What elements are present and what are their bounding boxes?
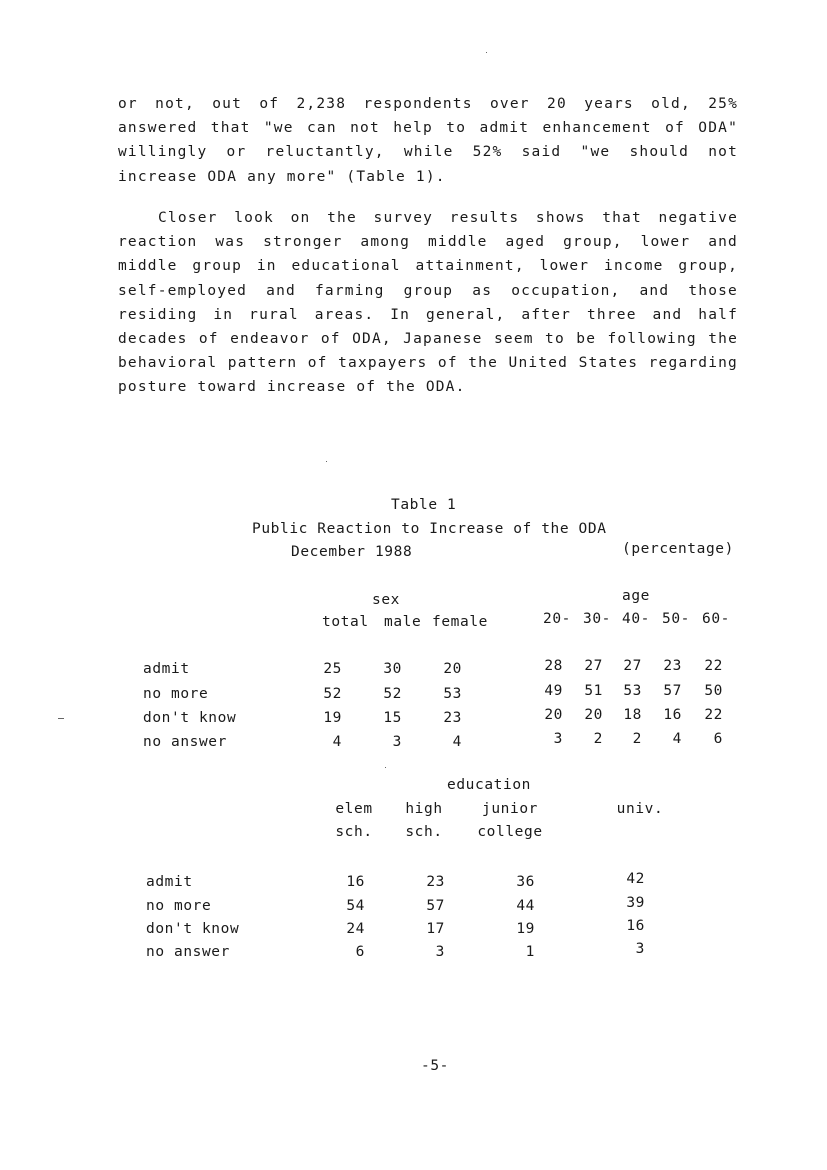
- age-group-header: age: [622, 588, 650, 604]
- sex-column-header: male: [384, 614, 422, 630]
- data-cell: 4: [452, 734, 462, 750]
- education-column-header: sch.: [335, 824, 373, 840]
- data-cell: 6: [713, 731, 723, 747]
- data-cell: 50: [704, 683, 723, 699]
- scan-speck: [385, 767, 386, 768]
- data-cell: 28: [544, 658, 563, 674]
- data-cell: 3: [635, 941, 645, 957]
- scan-speck: [326, 461, 327, 462]
- age-column-header: 50-: [662, 611, 690, 627]
- education-group-header: education: [447, 777, 531, 793]
- data-cell: 3: [435, 944, 445, 960]
- row-label: admit: [143, 661, 190, 677]
- row-label: no more: [146, 898, 212, 914]
- data-cell: 51: [584, 683, 603, 699]
- education-column-header: high: [405, 801, 443, 817]
- data-cell: 17: [426, 921, 445, 937]
- data-cell: 20: [584, 707, 603, 723]
- body-paragraph-2: Closer look on the survey results shows that negative reaction was stronger among middle aged group, lower and middle group in educational attainment, lower income group, self-employed and farming group as occupation, and those residing in rural areas. In general, after three and half decades of endeavor of ODA, Japanese seem to be following the behavioral pattern of taxpayers of the United States regarding posture toward increase of the ODA.: [118, 210, 738, 396]
- data-cell: 54: [346, 898, 365, 914]
- data-cell: 24: [346, 921, 365, 937]
- education-column-header: junior: [482, 801, 538, 817]
- sex-column-header: female: [432, 614, 488, 630]
- data-cell: 15: [383, 710, 402, 726]
- data-cell: 3: [553, 731, 563, 747]
- data-cell: 27: [584, 658, 603, 674]
- data-cell: 53: [623, 683, 642, 699]
- data-cell: 16: [626, 918, 645, 934]
- data-cell: 2: [632, 731, 642, 747]
- page-number: -5-: [421, 1058, 449, 1074]
- sex-group-header: sex: [372, 592, 400, 608]
- data-cell: 20: [544, 707, 563, 723]
- data-cell: 6: [355, 944, 365, 960]
- row-label: don't know: [146, 921, 240, 937]
- data-cell: 19: [516, 921, 535, 937]
- education-column-header: sch.: [405, 824, 443, 840]
- education-column-header: elem: [335, 801, 373, 817]
- data-cell: 30: [383, 661, 402, 677]
- education-column-header: univ.: [616, 801, 664, 817]
- body-paragraph-1: or not, out of 2,238 respondents over 20 years old, 25% answered that "we can not help to admit enhancement of ODA" willingly or reluctantly, while 52% said "we should not increase ODA any more" (Table 1).: [118, 96, 738, 185]
- row-label: admit: [146, 874, 193, 890]
- data-cell: 22: [704, 707, 723, 723]
- sex-column-header: total: [322, 614, 369, 630]
- row-label: no more: [143, 686, 209, 702]
- data-cell: 1: [525, 944, 535, 960]
- scan-speck: [486, 52, 487, 53]
- data-cell: 27: [623, 658, 642, 674]
- education-column-header: college: [477, 824, 543, 840]
- table-title: Public Reaction to Increase of the ODA: [252, 521, 607, 537]
- table-unit: (percentage): [622, 541, 734, 557]
- data-cell: 16: [346, 874, 365, 890]
- data-cell: 4: [672, 731, 682, 747]
- data-cell: 3: [392, 734, 402, 750]
- age-column-header: 30-: [583, 611, 611, 627]
- data-cell: 44: [516, 898, 535, 914]
- data-cell: 57: [663, 683, 682, 699]
- data-cell: 25: [323, 661, 342, 677]
- row-label: no answer: [143, 734, 227, 750]
- data-cell: 52: [383, 686, 402, 702]
- data-cell: 53: [443, 686, 462, 702]
- data-cell: 18: [623, 707, 642, 723]
- age-column-header: 60-: [702, 611, 730, 627]
- data-cell: 23: [663, 658, 682, 674]
- data-cell: 20: [443, 661, 462, 677]
- data-cell: 39: [626, 895, 645, 911]
- data-cell: 42: [626, 871, 645, 887]
- row-label: no answer: [146, 944, 230, 960]
- data-cell: 52: [323, 686, 342, 702]
- scan-speck: [58, 718, 64, 719]
- data-cell: 36: [516, 874, 535, 890]
- data-cell: 22: [704, 658, 723, 674]
- data-cell: 2: [593, 731, 603, 747]
- table-number: Table 1: [391, 497, 457, 513]
- data-cell: 23: [426, 874, 445, 890]
- data-cell: 49: [544, 683, 563, 699]
- data-cell: 23: [443, 710, 462, 726]
- row-label: don't know: [143, 710, 237, 726]
- table-date: December 1988: [291, 544, 413, 560]
- age-column-header: 40-: [622, 611, 650, 627]
- age-column-header: 20-: [543, 611, 571, 627]
- data-cell: 19: [323, 710, 342, 726]
- data-cell: 16: [663, 707, 682, 723]
- data-cell: 4: [332, 734, 342, 750]
- data-cell: 57: [426, 898, 445, 914]
